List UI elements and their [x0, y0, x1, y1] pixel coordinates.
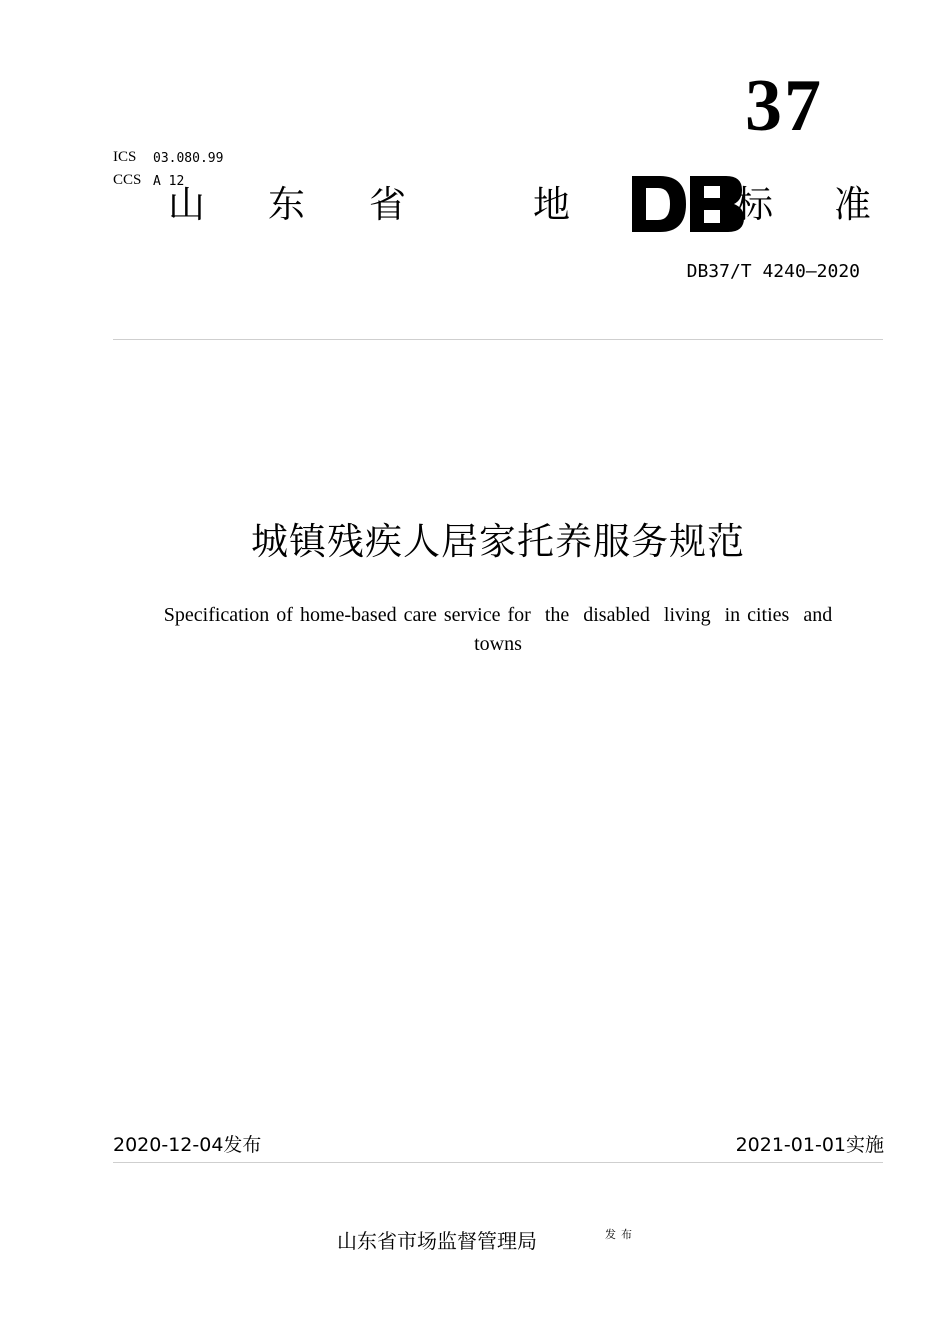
title-english-line: towns — [474, 633, 522, 655]
standard-type-char: 山 — [168, 183, 205, 226]
title-english-line: Specification of home-based care service for the disabled living in cities and — [163, 604, 833, 626]
standard-type-char: 省 — [369, 183, 406, 226]
standard-type-char: 准 — [834, 183, 871, 226]
db-logo — [632, 176, 744, 232]
province-code: 37 — [745, 65, 823, 147]
publisher: 山东省市场监督管理局 — [337, 1229, 537, 1253]
header-divider — [113, 339, 883, 340]
ccs-label: CCS — [113, 172, 142, 188]
standard-number: DB37/T 4240—2020 — [686, 261, 860, 282]
implement-date: 2021-01-01实施 — [735, 1134, 884, 1156]
ics-label: ICS — [113, 149, 137, 165]
title-english — [138, 601, 858, 659]
ics-value: 03.080.99 — [153, 151, 224, 166]
standard-type-char: 东 — [268, 183, 305, 226]
publisher-suffix: 发布 — [605, 1228, 637, 1241]
title-chinese: 城镇残疾人居家托养服务规范 — [251, 520, 745, 563]
standard-type-char: 地 — [533, 183, 570, 226]
footer-divider — [113, 1162, 883, 1163]
issue-date: 2020-12-04发布 — [113, 1134, 262, 1156]
standard-type-char: 标 — [736, 183, 773, 226]
ccs-value: A 12 — [153, 174, 185, 189]
